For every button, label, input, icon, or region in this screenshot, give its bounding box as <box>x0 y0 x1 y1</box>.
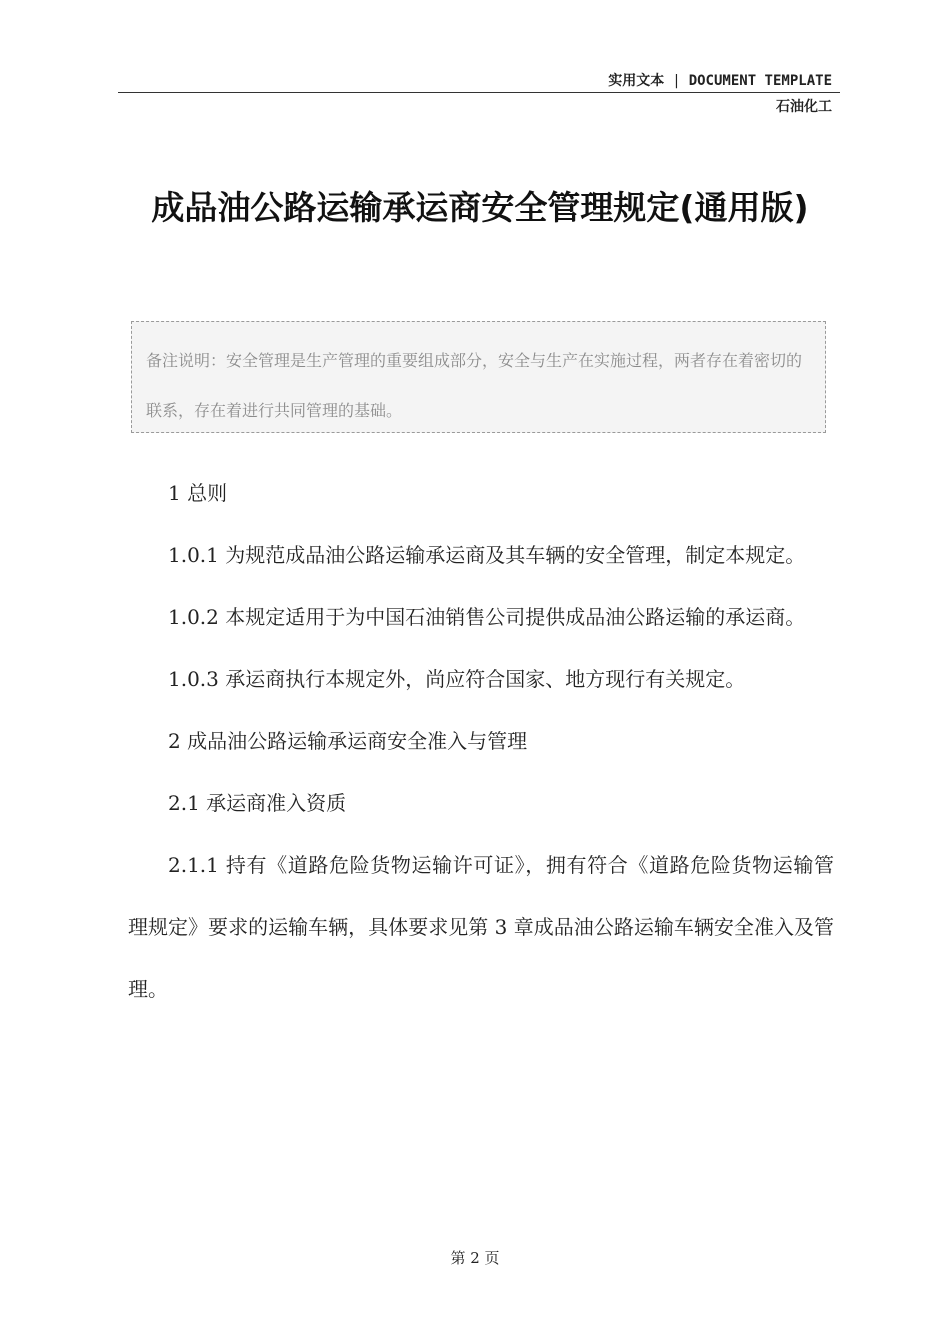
paragraph-2-1: 2.1 承运商准入资质 <box>168 791 347 815</box>
paragraph-1-0-1: 1.0.1 为规范成品油公路运输承运商及其车辆的安全管理，制定本规定。 <box>168 543 806 567</box>
header-category: 石油化工 <box>776 99 832 115</box>
document-body <box>128 462 834 1020</box>
document-header <box>608 70 832 92</box>
document-title: 成品油公路运输承运商安全管理规定(通用版) <box>151 188 809 227</box>
paragraph-1-0-2: 1.0.2 本规定适用于为中国石油销售公司提供成品油公路运输的承运商。 <box>168 605 806 629</box>
header-rule <box>118 92 840 93</box>
header-separator: | <box>672 73 681 89</box>
paragraph-1-0-3: 1.0.3 承运商执行本规定外，尚应符合国家、地方现行有关规定。 <box>168 667 746 691</box>
paragraph-2-1-1: 2.1.1 持有《道路危险货物运输许可证》，拥有符合《道路危险货物运输管理规定》要求的运输车辆，具体要求见第 3 章成品油公路运输车辆安全准入及管理。 <box>128 853 834 1001</box>
paragraph-section-2: 2 成品油公路运输承运商安全准入与管理 <box>168 729 528 753</box>
header-label-right: DOCUMENT TEMPLATE <box>688 73 832 89</box>
paragraph-section-1: 1 总则 <box>168 481 228 505</box>
header-top-line <box>608 70 832 92</box>
page-number: 第 2 页 <box>450 1249 500 1267</box>
note-box: 备注说明：安全管理是生产管理的重要组成部分，安全与生产在实施过程，两者存在着密切的联系，存在着进行共同管理的基础。 <box>131 321 826 433</box>
header-label-left: 实用文本 <box>608 73 665 89</box>
